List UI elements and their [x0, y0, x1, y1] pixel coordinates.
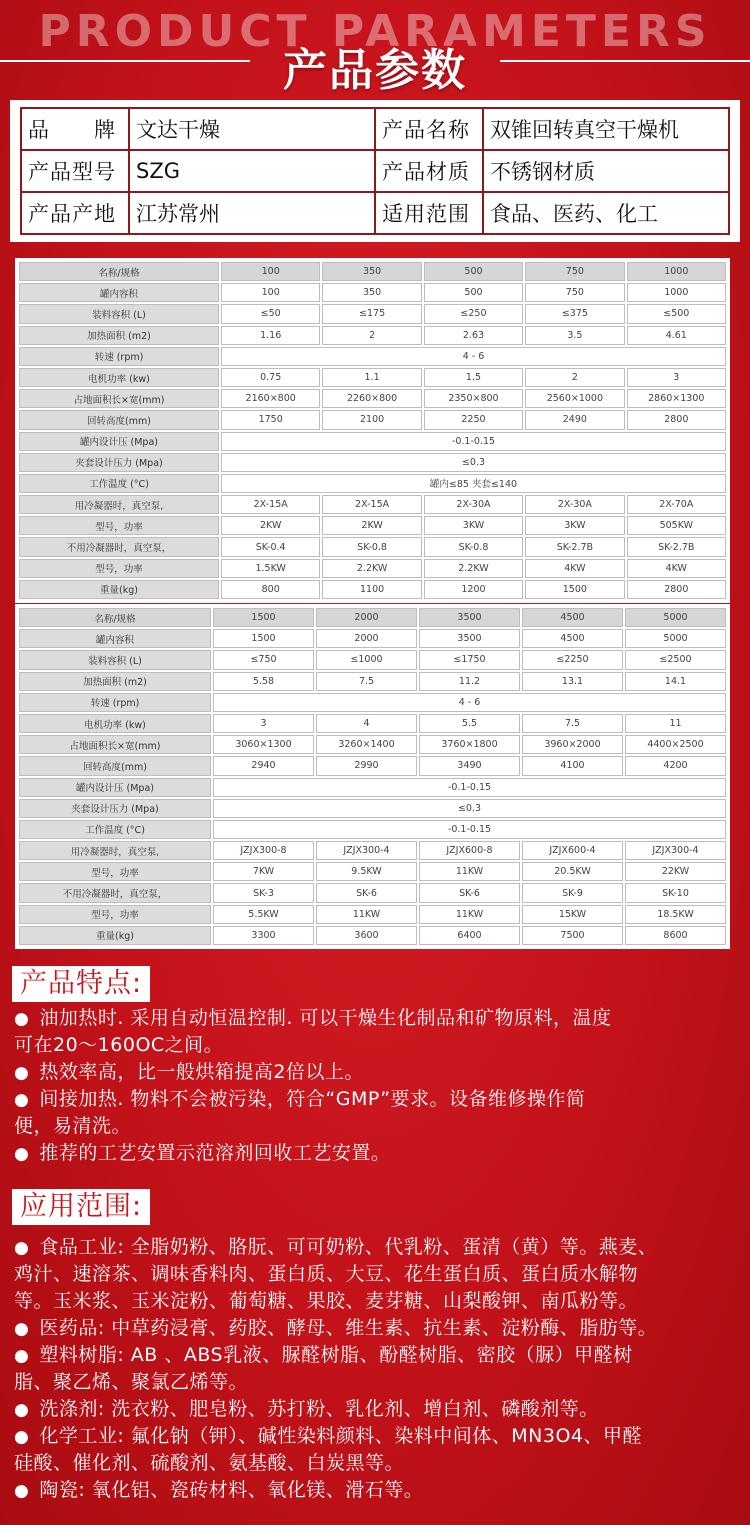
table-cell: 8600	[625, 926, 726, 945]
table-cell: 15KW	[522, 905, 623, 924]
table-row	[19, 650, 726, 669]
bullet-icon: ●	[14, 1063, 30, 1083]
table-cell: 1500	[525, 580, 624, 599]
list-item	[14, 1140, 736, 1168]
bullet-icon: ●	[14, 1346, 30, 1366]
table-row	[19, 347, 726, 366]
list-item-text: 医药品: 中草药浸膏、药胶、酵母、维生素、抗生素、淀粉酶、脂肪等。	[39, 1317, 658, 1339]
table-cell: 22KW	[625, 862, 726, 881]
table-cell: 4 - 6	[221, 347, 726, 366]
table-cell: 3760×1800	[419, 735, 520, 754]
table-cell: 500	[424, 283, 523, 302]
table-cell: 18.5KW	[625, 905, 726, 924]
table-cell: 1100	[322, 580, 421, 599]
brand-value: 双锥回转真空干燥机	[483, 108, 729, 150]
table-cell: SK-3	[213, 883, 314, 902]
table-cell: ≤2250	[522, 650, 623, 669]
table-cell: ≤0.3	[221, 453, 726, 472]
row-label: 回转高度(mm)	[19, 756, 211, 775]
table-cell: 3500	[419, 629, 520, 648]
row-label: 占地面积长×宽(mm)	[19, 735, 211, 754]
list-item-text: 油加热时. 采用自动恒温控制. 可以干燥生化制品和矿物原料，温度	[39, 1007, 612, 1029]
table-cell: 1500	[213, 629, 314, 648]
table-cell: ≤1000	[316, 650, 417, 669]
brand-value: 食品、医药、化工	[483, 192, 729, 234]
table-row	[19, 453, 726, 472]
table-cell: 6400	[419, 926, 520, 945]
list-item	[14, 1059, 736, 1087]
list-item-text: 热效率高，比一般烘箱提高2倍以上。	[39, 1061, 364, 1083]
table-row	[19, 883, 726, 902]
table-row	[19, 283, 726, 302]
row-label: 罐内容积	[19, 283, 219, 302]
table-cell: 4400×2500	[625, 735, 726, 754]
table-cell: 3490	[419, 756, 520, 775]
list-item-text: 间接加热. 物料不会被污染，符合“GMP”要求。设备维修操作简	[39, 1088, 586, 1110]
table-cell: 500	[424, 262, 523, 281]
table-cell: 11.2	[419, 672, 520, 691]
table-cell: 1000	[627, 283, 726, 302]
table-row	[19, 756, 726, 775]
table-cell: SK-9	[522, 883, 623, 902]
table-cell: ≤0.3	[213, 799, 726, 818]
table-cell: -0.1-0.15	[221, 432, 726, 451]
brand-info-table	[10, 100, 740, 242]
row-label: 回转高度(mm)	[19, 410, 219, 429]
table-cell: 2490	[525, 410, 624, 429]
table-cell: 1500	[213, 608, 314, 627]
table-cell: 4100	[522, 756, 623, 775]
table-cell: 2350×800	[424, 389, 523, 408]
list-item-text: 鸡汁、速溶茶、调味香料肉、蛋白质、大豆、花生蛋白质、蛋白质水解物	[14, 1263, 639, 1285]
table-cell: 2X-70A	[627, 495, 726, 514]
row-label: 夹套设计压力 (Mpa)	[19, 453, 219, 472]
table-cell: 2	[322, 326, 421, 345]
brand-key: 产品型号	[21, 150, 129, 192]
table-cell: 4.61	[627, 326, 726, 345]
list-item	[14, 1005, 736, 1033]
background-title: PRODUCT PARAMETERS	[38, 6, 712, 57]
row-label: 型号，功率	[19, 559, 219, 578]
list-item-text: 硅酸、催化剂、硫酸剂、氨基酸、白炭黑等。	[14, 1452, 405, 1474]
table-cell: 2260×800	[322, 389, 421, 408]
brand-value: 文达干燥	[129, 108, 375, 150]
table-cell: 3960×2000	[522, 735, 623, 754]
table-cell: SK-2.7B	[627, 537, 726, 556]
row-label: 名称/规格	[19, 262, 219, 281]
row-label: 罐内设计压 (Mpa)	[19, 778, 211, 797]
table-cell: 505KW	[627, 516, 726, 535]
table-cell: 2X-15A	[322, 495, 421, 514]
list-item-text: 推荐的工艺安置示范溶剂回收工艺安置。	[39, 1142, 391, 1164]
table-cell: 1000	[627, 262, 726, 281]
table-cell: 4500	[522, 629, 623, 648]
brand-row	[21, 192, 729, 234]
table-cell: 1.16	[221, 326, 320, 345]
table-cell: ≤1750	[419, 650, 520, 669]
table-cell: 2860×1300	[627, 389, 726, 408]
bullet-icon: ●	[14, 1144, 30, 1164]
row-label: 型号，功率	[19, 905, 211, 924]
table-cell: SK-0.4	[221, 537, 320, 556]
row-label: 夹套设计压力 (Mpa)	[19, 799, 211, 818]
table-cell: 2.2KW	[424, 559, 523, 578]
table-cell: 5000	[625, 629, 726, 648]
row-label: 转速 (rpm)	[19, 693, 211, 712]
table-cell: 100	[221, 283, 320, 302]
table-cell: 4KW	[525, 559, 624, 578]
table-row	[19, 672, 726, 691]
row-label: 名称/规格	[19, 608, 211, 627]
table-cell: 1.5KW	[221, 559, 320, 578]
table-row	[19, 432, 726, 451]
table-cell: 5.5KW	[213, 905, 314, 924]
table-cell: 3300	[213, 926, 314, 945]
table-cell: 2	[525, 368, 624, 387]
table-cell: JZJX600-8	[419, 841, 520, 860]
list-item	[14, 1032, 736, 1059]
list-item-text: 洗涤剂: 洗衣粉、肥皂粉、苏打粉、乳化剂、增白剂、磷酸剂等。	[39, 1398, 599, 1420]
row-label: 加热面积 (m2)	[19, 326, 219, 345]
list-item	[14, 1477, 736, 1505]
table-row	[19, 714, 726, 733]
table-cell: 2KW	[221, 516, 320, 535]
table-cell: 1750	[221, 410, 320, 429]
bullet-icon: ●	[14, 1238, 30, 1258]
table-cell: 3	[627, 368, 726, 387]
table-cell: 7.5	[316, 672, 417, 691]
table-cell: 11KW	[316, 905, 417, 924]
table-cell: ≤750	[213, 650, 314, 669]
table-cell: 2800	[627, 580, 726, 599]
table-cell: ≤175	[322, 304, 421, 323]
row-label: 转速 (rpm)	[19, 347, 219, 366]
table-cell: 750	[525, 262, 624, 281]
spec-table-2	[15, 604, 730, 949]
table-row	[19, 304, 726, 323]
list-item	[14, 1342, 736, 1370]
table-cell: 0.75	[221, 368, 320, 387]
table-cell: ≤250	[424, 304, 523, 323]
table-cell: -0.1-0.15	[213, 820, 726, 839]
brand-row	[21, 108, 729, 150]
table-cell: 7KW	[213, 862, 314, 881]
brand-key: 产品产地	[21, 192, 129, 234]
table-cell: 2100	[322, 410, 421, 429]
list-item	[14, 1315, 736, 1343]
list-item	[14, 1288, 736, 1315]
header	[0, 0, 750, 95]
table-row	[19, 608, 726, 627]
brand-value: 不锈钢材质	[483, 150, 729, 192]
table-cell: SK-0.8	[322, 537, 421, 556]
table-cell: ≤2500	[625, 650, 726, 669]
brand-row	[21, 150, 729, 192]
row-label: 装料容积 (L)	[19, 304, 219, 323]
brand-key: 产品材质	[375, 150, 483, 192]
table-cell: 2000	[316, 608, 417, 627]
row-label: 用冷凝器时，真空泵,	[19, 841, 211, 860]
table-row	[19, 368, 726, 387]
table-cell: 4KW	[627, 559, 726, 578]
table-row	[19, 495, 726, 514]
table-cell: 750	[525, 283, 624, 302]
brand-value: 江苏常州	[129, 192, 375, 234]
table-row	[19, 778, 726, 797]
page-title: 产品参数	[283, 45, 467, 96]
table-cell: 1.1	[322, 368, 421, 387]
bullet-icon: ●	[14, 1481, 30, 1501]
table-row	[19, 410, 726, 429]
list-item	[14, 1423, 736, 1451]
table-cell: 4200	[625, 756, 726, 775]
table-row	[19, 262, 726, 281]
table-cell: 3600	[316, 926, 417, 945]
list-item-text: 便，易清洗。	[14, 1115, 132, 1137]
row-label: 工作温度 (°C)	[19, 820, 211, 839]
table-cell: 11KW	[419, 905, 520, 924]
table-cell: 2940	[213, 756, 314, 775]
table-row	[19, 580, 726, 599]
table-cell: 2800	[627, 410, 726, 429]
list-item-text: 塑料树脂: AB 、ABS乳液、脲醛树脂、酚醛树脂、密胶（脲）甲醛树	[39, 1344, 633, 1366]
table-cell: 14.1	[625, 672, 726, 691]
bullet-icon: ●	[14, 1400, 30, 1420]
table-cell: 3.5	[525, 326, 624, 345]
table-cell: 2560×1000	[525, 389, 624, 408]
table-cell: 2KW	[322, 516, 421, 535]
brand-key: 适用范围	[375, 192, 483, 234]
list-item	[14, 1234, 736, 1262]
table-cell: 20.5KW	[522, 862, 623, 881]
table-cell: 5.58	[213, 672, 314, 691]
bullet-icon: ●	[14, 1427, 30, 1447]
table-row	[19, 326, 726, 345]
table-cell: 3060×1300	[213, 735, 314, 754]
table-cell: SK-6	[419, 883, 520, 902]
row-label: 电机功率 (kw)	[19, 714, 211, 733]
row-label: 用冷凝器时，真空泵,	[19, 495, 219, 514]
table-row	[19, 474, 726, 493]
table-cell: 2160×800	[221, 389, 320, 408]
bullet-icon: ●	[14, 1319, 30, 1339]
table-cell: 2X-30A	[525, 495, 624, 514]
table-cell: 2000	[316, 629, 417, 648]
list-item	[14, 1261, 736, 1288]
table-cell: JZJX600-4	[522, 841, 623, 860]
table-cell: 800	[221, 580, 320, 599]
brand-key: 产品名称	[375, 108, 483, 150]
table-row	[19, 389, 726, 408]
table-cell: 3KW	[424, 516, 523, 535]
table-cell: 11	[625, 714, 726, 733]
list-item-text: 食品工业: 全脂奶粉、胳朊、可可奶粉、代乳粉、蛋清（黄）等。燕麦、	[39, 1236, 658, 1258]
table-cell: -0.1-0.15	[213, 778, 726, 797]
table-cell: 350	[322, 262, 421, 281]
table-cell: 7.5	[522, 714, 623, 733]
features-label: 产品特点:	[12, 966, 150, 1002]
table-cell: 4 - 6	[213, 693, 726, 712]
table-cell: 2990	[316, 756, 417, 775]
table-cell: SK-10	[625, 883, 726, 902]
list-item-text: 脂、聚乙烯、聚氯乙烯等。	[14, 1371, 249, 1393]
bullet-icon: ●	[14, 1009, 30, 1029]
table-row	[19, 862, 726, 881]
table-cell: SK-6	[316, 883, 417, 902]
list-item-text: 化学工业: 氟化钠（钾）、碱性染料颜料、染料中间体、MN3O4、甲醛	[39, 1425, 643, 1447]
list-item	[14, 1450, 736, 1477]
table-row	[19, 559, 726, 578]
table-cell: ≤50	[221, 304, 320, 323]
table-row	[19, 735, 726, 754]
table-cell: 2.63	[424, 326, 523, 345]
table-cell: 9.5KW	[316, 862, 417, 881]
applications-label: 应用范围:	[12, 1189, 150, 1225]
table-cell: 2X-15A	[221, 495, 320, 514]
row-label: 占地面积长×宽(mm)	[19, 389, 219, 408]
table-cell: 11KW	[419, 862, 520, 881]
row-label: 型号，功率	[19, 516, 219, 535]
list-item	[14, 1396, 736, 1424]
table-row	[19, 537, 726, 556]
table-cell: 13.1	[522, 672, 623, 691]
table-cell: ≤500	[627, 304, 726, 323]
list-item-text: 陶瓷: 氧化铝、瓷砖材料、氧化镁、滑石等。	[39, 1479, 424, 1501]
list-item-text: 可在20～160OC之间。	[14, 1034, 224, 1056]
table-cell: 3260×1400	[316, 735, 417, 754]
table-cell: 1200	[424, 580, 523, 599]
brand-value: SZG	[129, 150, 375, 192]
row-label: 加热面积 (m2)	[19, 672, 211, 691]
table-cell: 3500	[419, 608, 520, 627]
table-cell: JZJX300-8	[213, 841, 314, 860]
table-row	[19, 820, 726, 839]
table-cell: 7500	[522, 926, 623, 945]
table-cell: 罐内≤85 夹套≤140	[221, 474, 726, 493]
list-item	[14, 1369, 736, 1396]
table-cell: 4500	[522, 608, 623, 627]
bullet-icon: ●	[14, 1090, 30, 1110]
table-cell: 3KW	[525, 516, 624, 535]
table-row	[19, 516, 726, 535]
row-label: 重量(kg)	[19, 926, 211, 945]
brand-key: 品 牌	[21, 108, 129, 150]
table-cell: 3	[213, 714, 314, 733]
table-cell: 100	[221, 262, 320, 281]
row-label: 罐内设计压 (Mpa)	[19, 432, 219, 451]
row-label: 装料容积 (L)	[19, 650, 211, 669]
table-row	[19, 841, 726, 860]
list-item-text: 等。玉米浆、玉米淀粉、葡萄糖、果胶、麦芽糖、山梨酸钾、南瓜粉等。	[14, 1290, 639, 1312]
table-cell: 350	[322, 283, 421, 302]
table-row	[19, 799, 726, 818]
table-row	[19, 693, 726, 712]
row-label: 不用冷凝器时，真空泵，	[19, 537, 219, 556]
row-label: 罐内容积	[19, 629, 211, 648]
row-label: 重量(kg)	[19, 580, 219, 599]
table-cell: JZJX300-4	[625, 841, 726, 860]
row-label: 电机功率 (kw)	[19, 368, 219, 387]
list-item	[14, 1086, 736, 1114]
table-cell: 5000	[625, 608, 726, 627]
table-cell: 2250	[424, 410, 523, 429]
table-row	[19, 905, 726, 924]
table-cell: 2X-30A	[424, 495, 523, 514]
row-label: 型号，功率	[19, 862, 211, 881]
table-cell: SK-2.7B	[525, 537, 624, 556]
table-cell: ≤375	[525, 304, 624, 323]
table-row	[19, 926, 726, 945]
list-item	[14, 1113, 736, 1140]
table-cell: JZJX300-4	[316, 841, 417, 860]
table-cell: 5.5	[419, 714, 520, 733]
row-label: 不用冷凝器时，真空泵，	[19, 883, 211, 902]
table-cell: 1.5	[424, 368, 523, 387]
table-cell: 4	[316, 714, 417, 733]
spec-table-1	[15, 258, 730, 603]
table-cell: 2.2KW	[322, 559, 421, 578]
row-label: 工作温度 (°C)	[19, 474, 219, 493]
table-cell: SK-0.8	[424, 537, 523, 556]
table-row	[19, 629, 726, 648]
